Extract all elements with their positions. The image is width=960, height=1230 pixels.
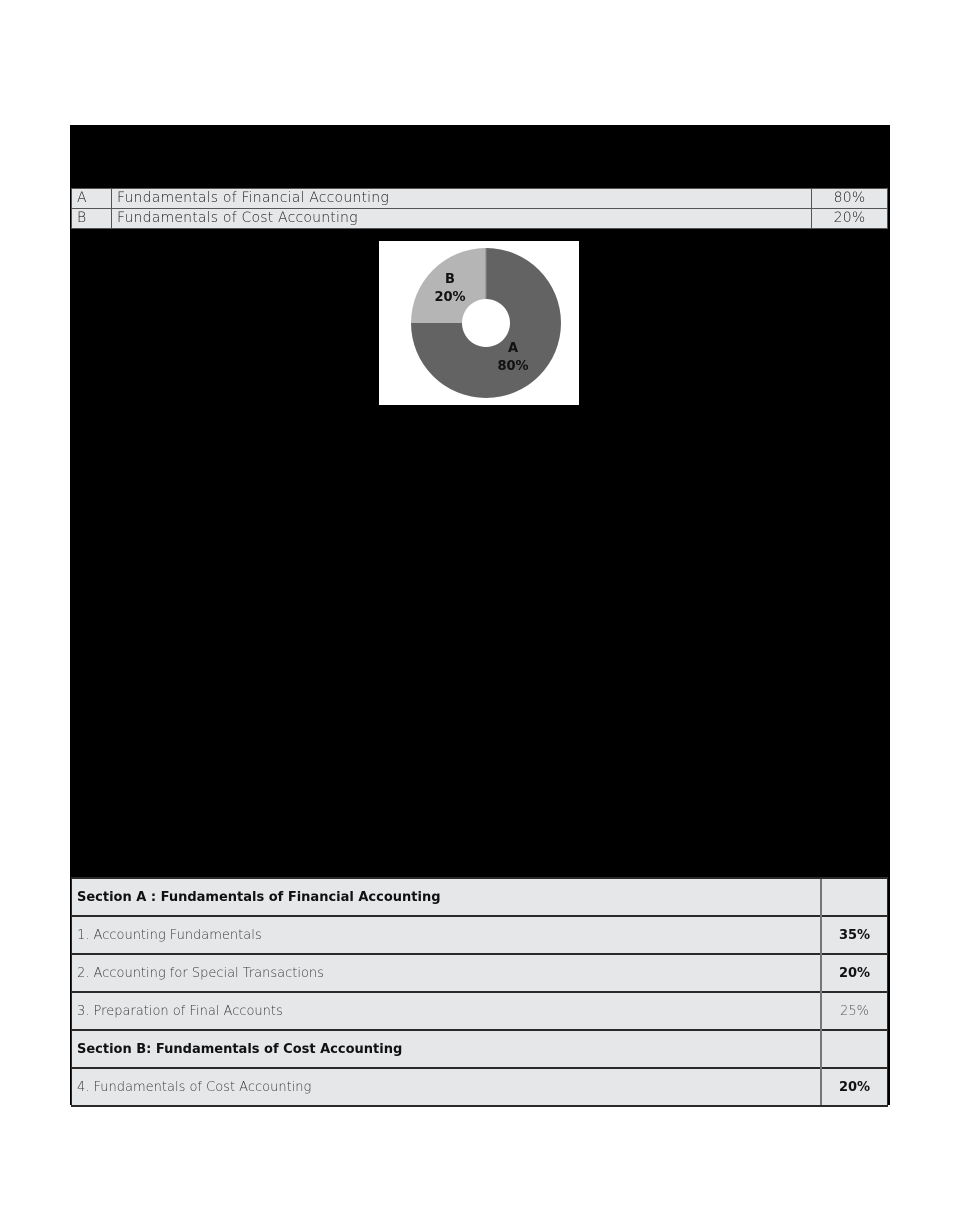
topic-weight: 20% <box>821 1068 888 1106</box>
section-title: Fundamentals of Cost Accounting <box>112 209 812 229</box>
section-code: A <box>72 189 112 209</box>
topic-weight: 20% <box>821 954 888 992</box>
detailed-weightage-table <box>71 877 888 1107</box>
topic-label: 4. Fundamentals of Cost Accounting <box>72 1068 822 1106</box>
section-code: B <box>72 209 112 229</box>
summary-weightage-table <box>71 188 888 229</box>
topic-weight: 35% <box>821 916 888 954</box>
topic-weight: 25% <box>821 992 888 1030</box>
section-title: Fundamentals of Financial Accounting <box>112 189 812 209</box>
table-row <box>72 209 888 229</box>
section-header-row <box>72 878 888 916</box>
table-row <box>72 954 888 992</box>
table-row <box>72 992 888 1030</box>
section-weight <box>821 878 888 916</box>
section-header-row <box>72 1030 888 1068</box>
slice-a-label: A <box>507 341 519 356</box>
topic-label: 3. Preparation of Final Accounts <box>72 992 822 1030</box>
section-b-title: Section B: Fundamentals of Cost Accounting <box>72 1030 822 1068</box>
slice-b-value: 20% <box>434 290 466 305</box>
section-weight: 20% <box>812 209 888 229</box>
slice-b-label: B <box>445 272 455 287</box>
table-row <box>72 1068 888 1106</box>
section-a-title: Section A : Fundamentals of Financial Accounting <box>72 878 822 916</box>
table-row <box>72 189 888 209</box>
topic-label: 1. Accounting Fundamentals <box>72 916 822 954</box>
section-weight: 80% <box>812 189 888 209</box>
donut-chart-svg <box>379 241 579 405</box>
topic-label: 2. Accounting for Special Transactions <box>72 954 822 992</box>
weightage-donut-chart <box>379 241 579 405</box>
table-row <box>72 916 888 954</box>
section-weight <box>821 1030 888 1068</box>
slice-a-value: 80% <box>497 359 529 374</box>
